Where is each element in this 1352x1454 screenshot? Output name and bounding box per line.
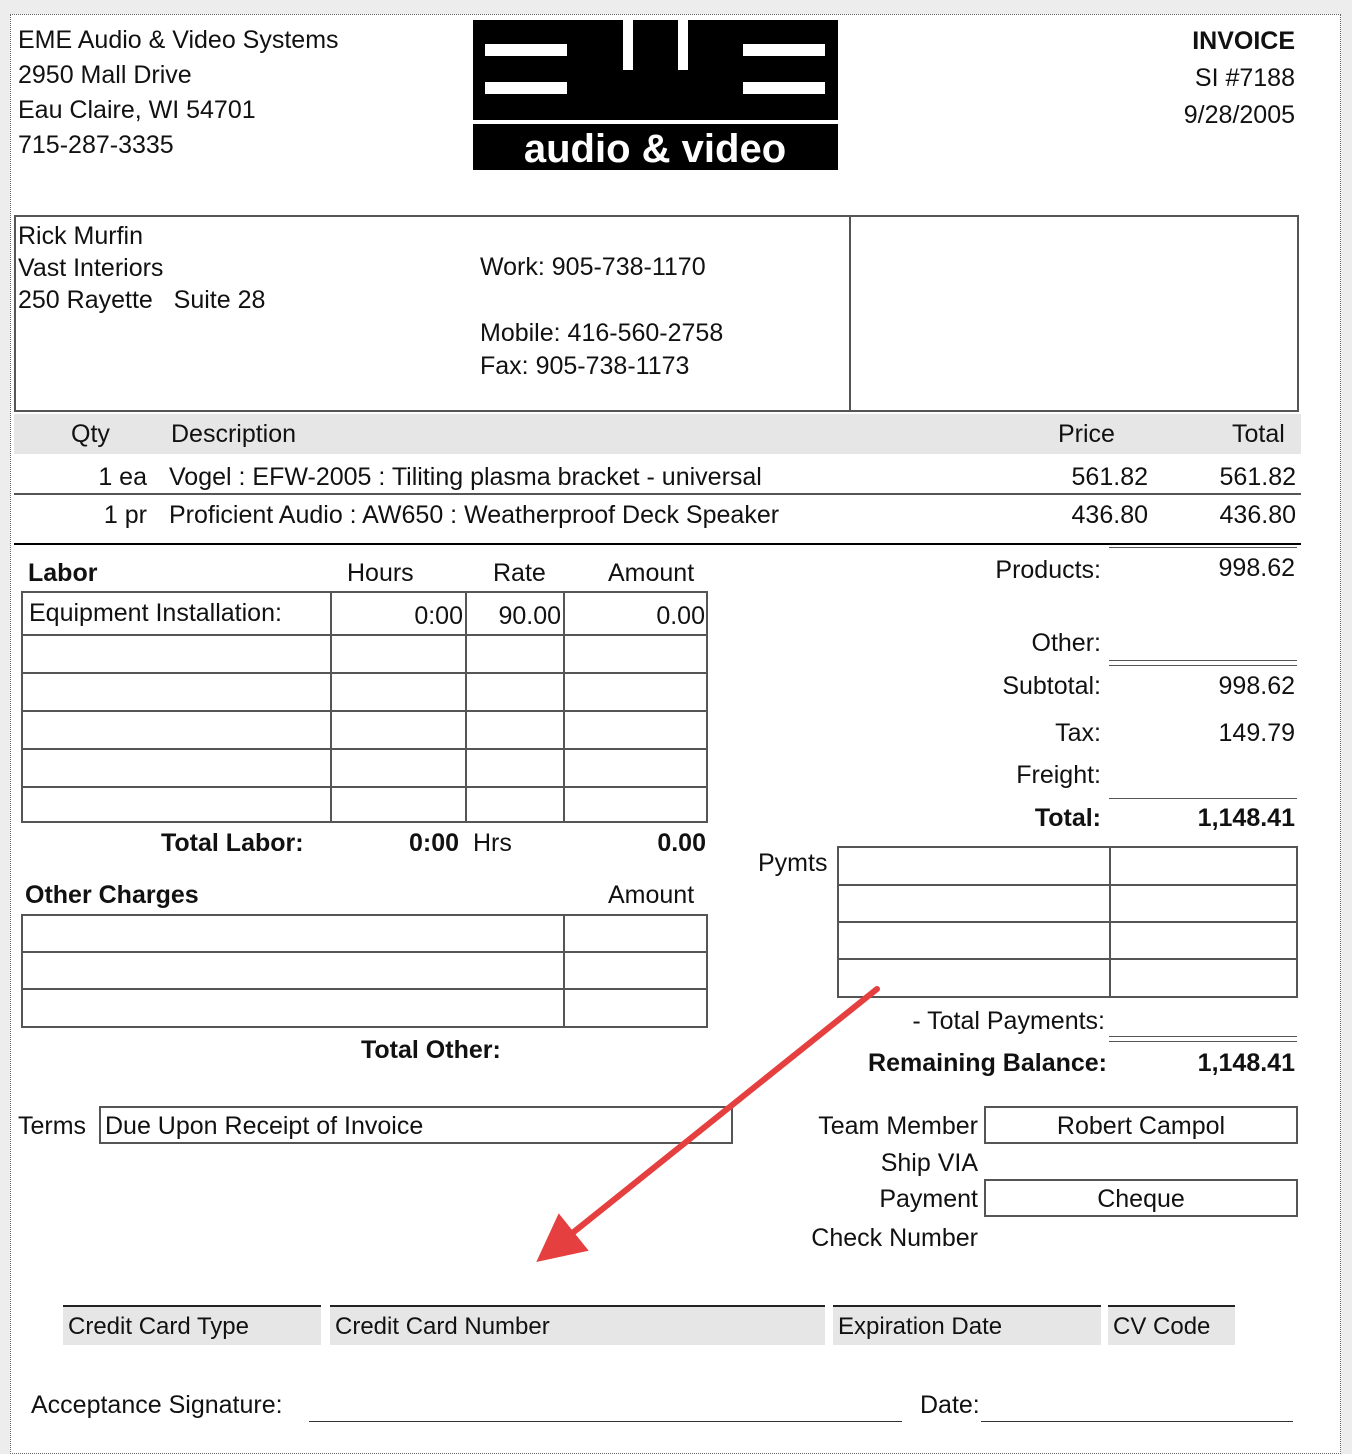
customer-mobile: Mobile: 416-560-2758 (480, 319, 724, 347)
freight-label: Freight: (1016, 761, 1101, 789)
credit-card-type-label: Credit Card Type (68, 1313, 249, 1340)
payment-label: Payment (879, 1185, 978, 1213)
total-value: 1,148.41 (1197, 804, 1295, 832)
company-city: Eau Claire, WI 54701 (18, 96, 256, 124)
company-street: 2950 Mall Drive (18, 61, 192, 89)
signature-date-label: Date: (920, 1391, 980, 1419)
item-description: Proficient Audio : AW650 : Weatherproof Deck Speaker (169, 501, 780, 529)
item-total: 436.80 (1219, 501, 1296, 529)
col-description: Description (171, 420, 297, 448)
total-label: Total: (1034, 804, 1101, 832)
remaining-balance-label: Remaining Balance: (868, 1049, 1107, 1077)
col-price: Price (1058, 420, 1115, 448)
total-labor-amount: 0.00 (657, 829, 706, 857)
invoice-title: INVOICE (1192, 27, 1295, 55)
expiration-date-label: Expiration Date (838, 1313, 1003, 1340)
other-label: Other: (1031, 629, 1101, 657)
labor-title: Labor (28, 559, 98, 587)
credit-card-number-label: Credit Card Number (335, 1313, 550, 1340)
labor-item-name: Equipment Installation: (29, 599, 282, 627)
total-labor-hours: 0:00 (409, 829, 460, 857)
products-label: Products: (995, 556, 1101, 584)
item-qty: 1 pr (103, 501, 147, 529)
item-qty: 1 ea (98, 463, 147, 491)
customer-work-phone: Work: 905-738-1170 (480, 253, 706, 281)
customer-name: Rick Murfin (18, 222, 144, 250)
invoice-number: SI #7188 (1194, 64, 1295, 92)
check-number-label: Check Number (811, 1224, 978, 1252)
total-other-label: Total Other: (361, 1036, 501, 1064)
tax-value: 149.79 (1218, 719, 1295, 747)
signature-label: Acceptance Signature: (31, 1391, 283, 1419)
item-price: 436.80 (1071, 501, 1148, 529)
cv-code-label: CV Code (1113, 1313, 1211, 1340)
col-qty: Qty (71, 420, 110, 448)
subtotal-label: Subtotal: (1002, 672, 1101, 700)
total-payments-label: - Total Payments: (912, 1007, 1105, 1035)
payment-value: Cheque (1097, 1185, 1185, 1213)
labor-amount-header: Amount (608, 559, 695, 587)
col-total: Total (1232, 420, 1285, 448)
labor-hours-header: Hours (347, 559, 414, 587)
company-name: EME Audio & Video Systems (18, 26, 339, 54)
other-charges-amount-header: Amount (608, 881, 695, 909)
terms-label: Terms (18, 1112, 87, 1140)
other-charges-title: Other Charges (25, 881, 199, 909)
labor-item-amount: 0.00 (656, 602, 705, 630)
labor-item-hours: 0:00 (414, 602, 463, 630)
labor-item-rate: 90.00 (498, 602, 561, 630)
team-member-label: Team Member (818, 1112, 978, 1140)
ship-via-label: Ship VIA (880, 1149, 978, 1177)
team-member-value: Robert Campol (1056, 1112, 1226, 1140)
remaining-balance-value: 1,148.41 (1197, 1049, 1295, 1077)
item-description: Vogel : EFW-2005 : Tiliting plasma bracket - universal (169, 463, 762, 491)
logo-subtitle: audio & video (523, 127, 787, 170)
tax-label: Tax: (1055, 719, 1101, 747)
item-total: 561.82 (1219, 463, 1296, 491)
terms-value: Due Upon Receipt of Invoice (105, 1112, 424, 1140)
customer-fax: Fax: 905-738-1173 (480, 352, 690, 380)
customer-street: 250 Rayette Suite 28 (18, 286, 266, 314)
invoice-date: 9/28/2005 (1183, 101, 1295, 129)
total-labor-label: Total Labor: (161, 829, 304, 857)
total-labor-hrs-label: Hrs (473, 829, 512, 857)
company-phone: 715-287-3335 (18, 131, 174, 159)
item-price: 561.82 (1071, 463, 1148, 491)
subtotal-value: 998.62 (1218, 672, 1295, 700)
customer-company: Vast Interiors (18, 254, 164, 282)
labor-rate-header: Rate (493, 559, 546, 587)
payments-label: Pymts (758, 849, 828, 877)
products-value: 998.62 (1218, 554, 1295, 582)
